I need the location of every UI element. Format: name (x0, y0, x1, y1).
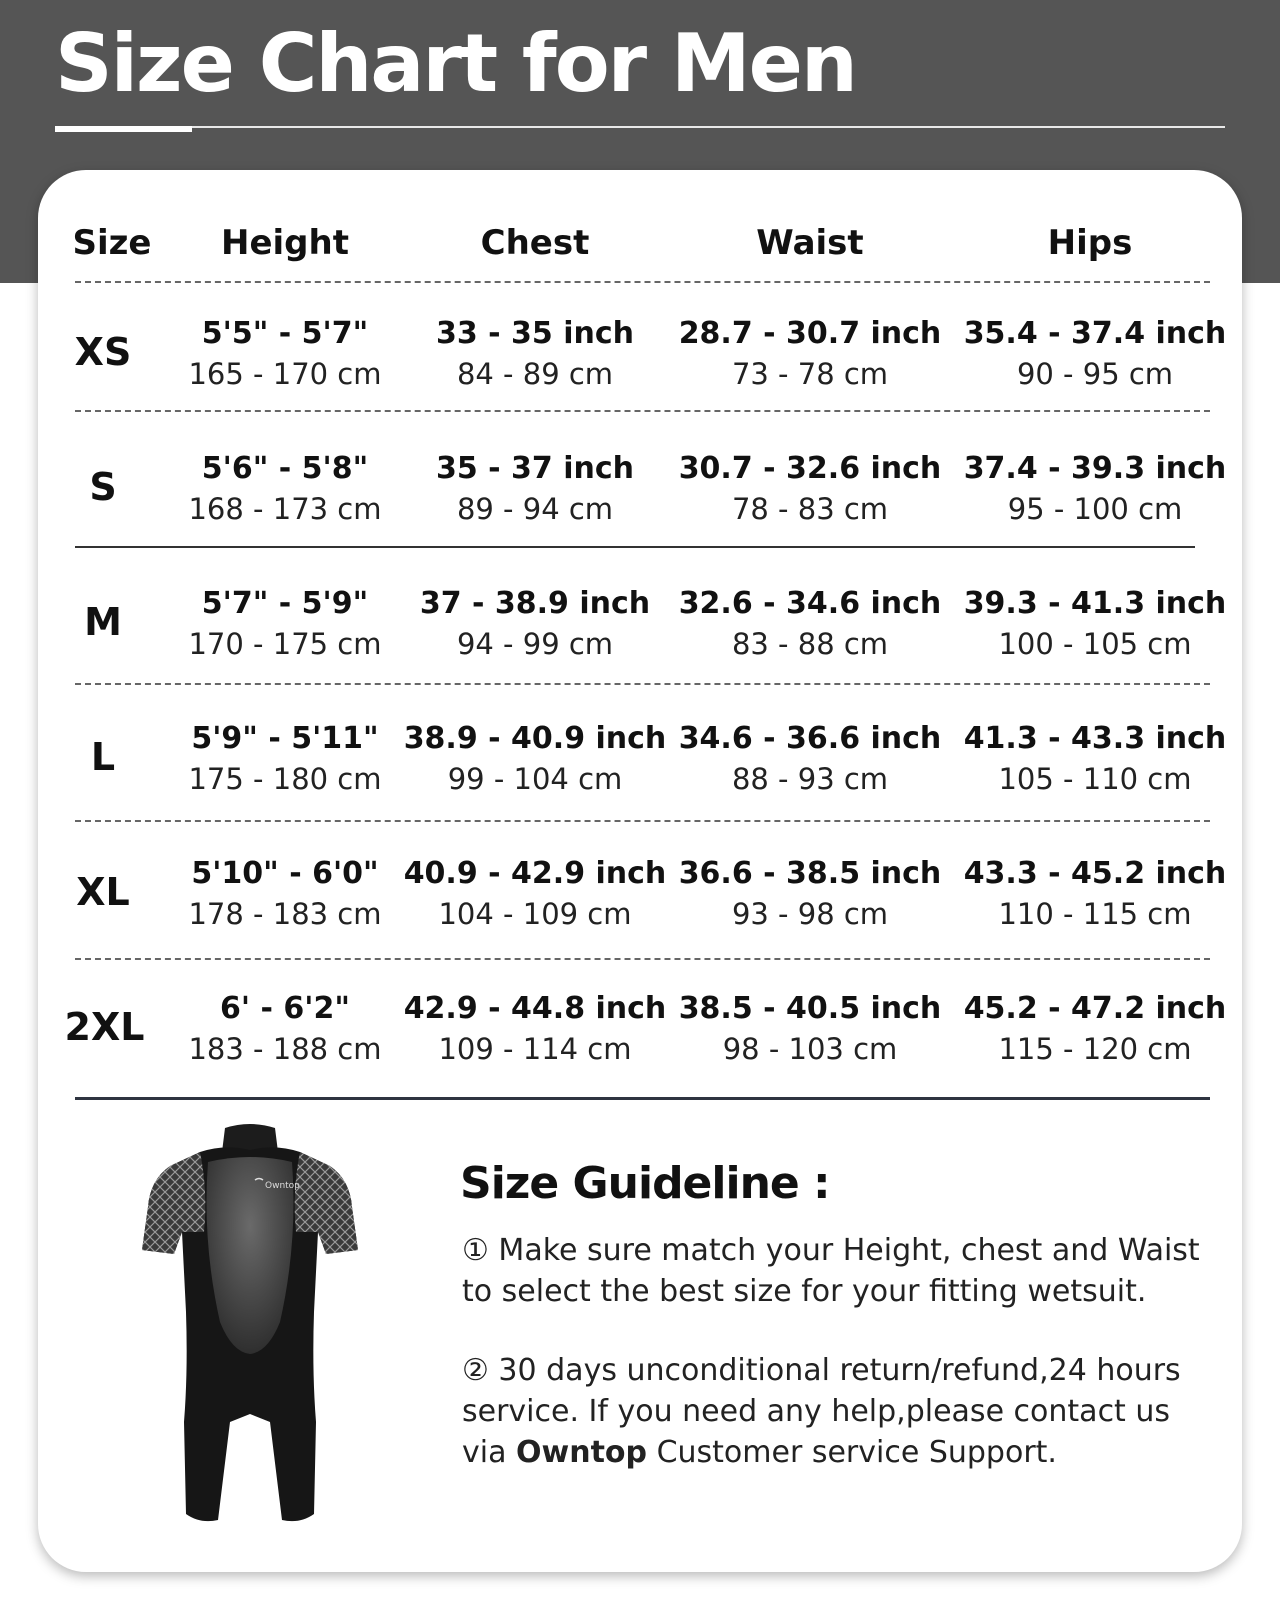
height-cm: 183 - 188 cm (188, 1032, 382, 1066)
hips-cm: 105 - 110 cm (998, 762, 1192, 796)
wetsuit-image (130, 1122, 370, 1542)
size-label: L (90, 735, 116, 779)
hips-inch: 41.3 - 43.3 inch (963, 721, 1227, 756)
hips-cell (950, 449, 1240, 529)
chest-cm: 84 - 89 cm (456, 357, 614, 391)
hips-cell (950, 584, 1240, 664)
hips-cm: 90 - 95 cm (1016, 357, 1174, 391)
size-label: XS (74, 330, 132, 374)
hips-cm: 100 - 105 cm (998, 627, 1192, 661)
chest-cell (400, 989, 670, 1069)
hips-cell (950, 854, 1240, 934)
waist-cell (670, 854, 950, 934)
chest-inch: 35 - 37 inch (435, 451, 635, 486)
waist-cm: 78 - 83 cm (731, 492, 889, 526)
col-header-height: Height (221, 223, 349, 263)
hips-inch: 45.2 - 47.2 inch (963, 991, 1227, 1026)
height-cell (160, 449, 410, 529)
chest-cm: 94 - 99 cm (456, 627, 614, 661)
brand-logo-text: Owntop (265, 1181, 300, 1191)
chest-cm: 99 - 104 cm (447, 762, 623, 796)
hips-inch: 43.3 - 45.2 inch (963, 856, 1227, 891)
height-inch: 6' - 6'2" (220, 991, 350, 1026)
height-inch: 5'9" - 5'11" (191, 721, 379, 756)
table-bottom-rule (75, 1097, 1210, 1100)
waist-cell (670, 449, 950, 529)
chest-cell (400, 719, 670, 799)
row-divider (75, 683, 1210, 685)
row-divider (75, 958, 1210, 960)
waist-inch: 34.6 - 36.6 inch (678, 721, 942, 756)
hips-cm: 95 - 100 cm (1007, 492, 1183, 526)
title-underline (55, 126, 1225, 128)
row-divider (75, 546, 1195, 548)
chest-inch: 38.9 - 40.9 inch (403, 721, 667, 756)
chest-inch: 40.9 - 42.9 inch (403, 856, 667, 891)
hips-cm: 110 - 115 cm (998, 897, 1192, 931)
page-title: Size Chart for Men (55, 17, 856, 110)
waist-inch: 30.7 - 32.6 inch (678, 451, 942, 486)
size-label: 2XL (64, 1005, 145, 1049)
waist-cell (670, 989, 950, 1069)
chest-cell (400, 854, 670, 934)
col-header-chest: Chest (480, 223, 590, 263)
waist-inch: 38.5 - 40.5 inch (678, 991, 942, 1026)
waist-cm: 73 - 78 cm (731, 357, 889, 391)
chest-cm: 109 - 114 cm (438, 1032, 632, 1066)
waist-inch: 28.7 - 30.7 inch (678, 316, 942, 351)
height-cm: 170 - 175 cm (188, 627, 382, 661)
table-row (0, 977, 1280, 1112)
guideline-brand-name: Owntop (516, 1435, 648, 1470)
col-header-size: Size (72, 223, 152, 263)
height-cm: 168 - 173 cm (188, 492, 382, 526)
chest-cm: 104 - 109 cm (438, 897, 632, 931)
chest-cm: 89 - 94 cm (456, 492, 614, 526)
size-label: XL (76, 870, 130, 914)
title-underline-accent (55, 126, 192, 132)
height-cm: 165 - 170 cm (188, 357, 382, 391)
waist-cell (670, 719, 950, 799)
table-row (0, 302, 1280, 437)
waist-cell (670, 314, 950, 394)
hips-cell (950, 314, 1240, 394)
waist-cm: 98 - 103 cm (722, 1032, 898, 1066)
hips-inch: 39.3 - 41.3 inch (963, 586, 1227, 621)
waist-inch: 32.6 - 34.6 inch (678, 586, 942, 621)
col-header-waist: Waist (756, 223, 864, 263)
height-inch: 5'10" - 6'0" (191, 856, 379, 891)
hips-inch: 35.4 - 37.4 inch (963, 316, 1227, 351)
guideline-title: Size Guideline : (460, 1158, 830, 1209)
table-row (0, 842, 1280, 977)
chest-inch: 33 - 35 inch (435, 316, 635, 351)
chest-cell (400, 584, 670, 664)
height-cell (160, 989, 410, 1069)
col-header-hips: Hips (1047, 223, 1133, 263)
guideline-item-2-suffix: Customer service Support. (647, 1435, 1057, 1470)
waist-cm: 93 - 98 cm (731, 897, 889, 931)
height-cm: 175 - 180 cm (188, 762, 382, 796)
table-row (0, 572, 1280, 707)
header-divider (75, 281, 1210, 283)
height-inch: 5'5" - 5'7" (201, 316, 369, 351)
height-cell (160, 719, 410, 799)
size-label: S (89, 465, 117, 509)
row-divider (75, 820, 1210, 822)
height-inch: 5'6" - 5'8" (201, 451, 369, 486)
table-row (0, 437, 1280, 572)
chest-cell (400, 449, 670, 529)
guideline-item-1: ① Make sure match your Height, chest and Waist to select the best size for your fitting wetsuit. (462, 1233, 1200, 1309)
guideline-item-2-text: ② 30 days unconditional return/refund,24 hours service. If you need any help,please contact us via (462, 1353, 1181, 1470)
hips-inch: 37.4 - 39.3 inch (963, 451, 1227, 486)
row-divider (75, 410, 1210, 412)
size-label: M (84, 600, 122, 644)
chest-inch: 42.9 - 44.8 inch (403, 991, 667, 1026)
hips-cell (950, 719, 1240, 799)
height-cell (160, 854, 410, 934)
waist-cell (670, 584, 950, 664)
chest-inch: 37 - 38.9 inch (419, 586, 651, 621)
waist-cm: 88 - 93 cm (731, 762, 889, 796)
waist-inch: 36.6 - 38.5 inch (678, 856, 942, 891)
height-cell (160, 314, 410, 394)
guideline-item-2 (462, 1350, 1222, 1473)
waist-cm: 83 - 88 cm (731, 627, 889, 661)
chest-cell (400, 314, 670, 394)
height-cell (160, 584, 410, 664)
hips-cm: 115 - 120 cm (998, 1032, 1192, 1066)
height-cm: 178 - 183 cm (188, 897, 382, 931)
hips-cell (950, 989, 1240, 1069)
height-inch: 5'7" - 5'9" (201, 586, 369, 621)
